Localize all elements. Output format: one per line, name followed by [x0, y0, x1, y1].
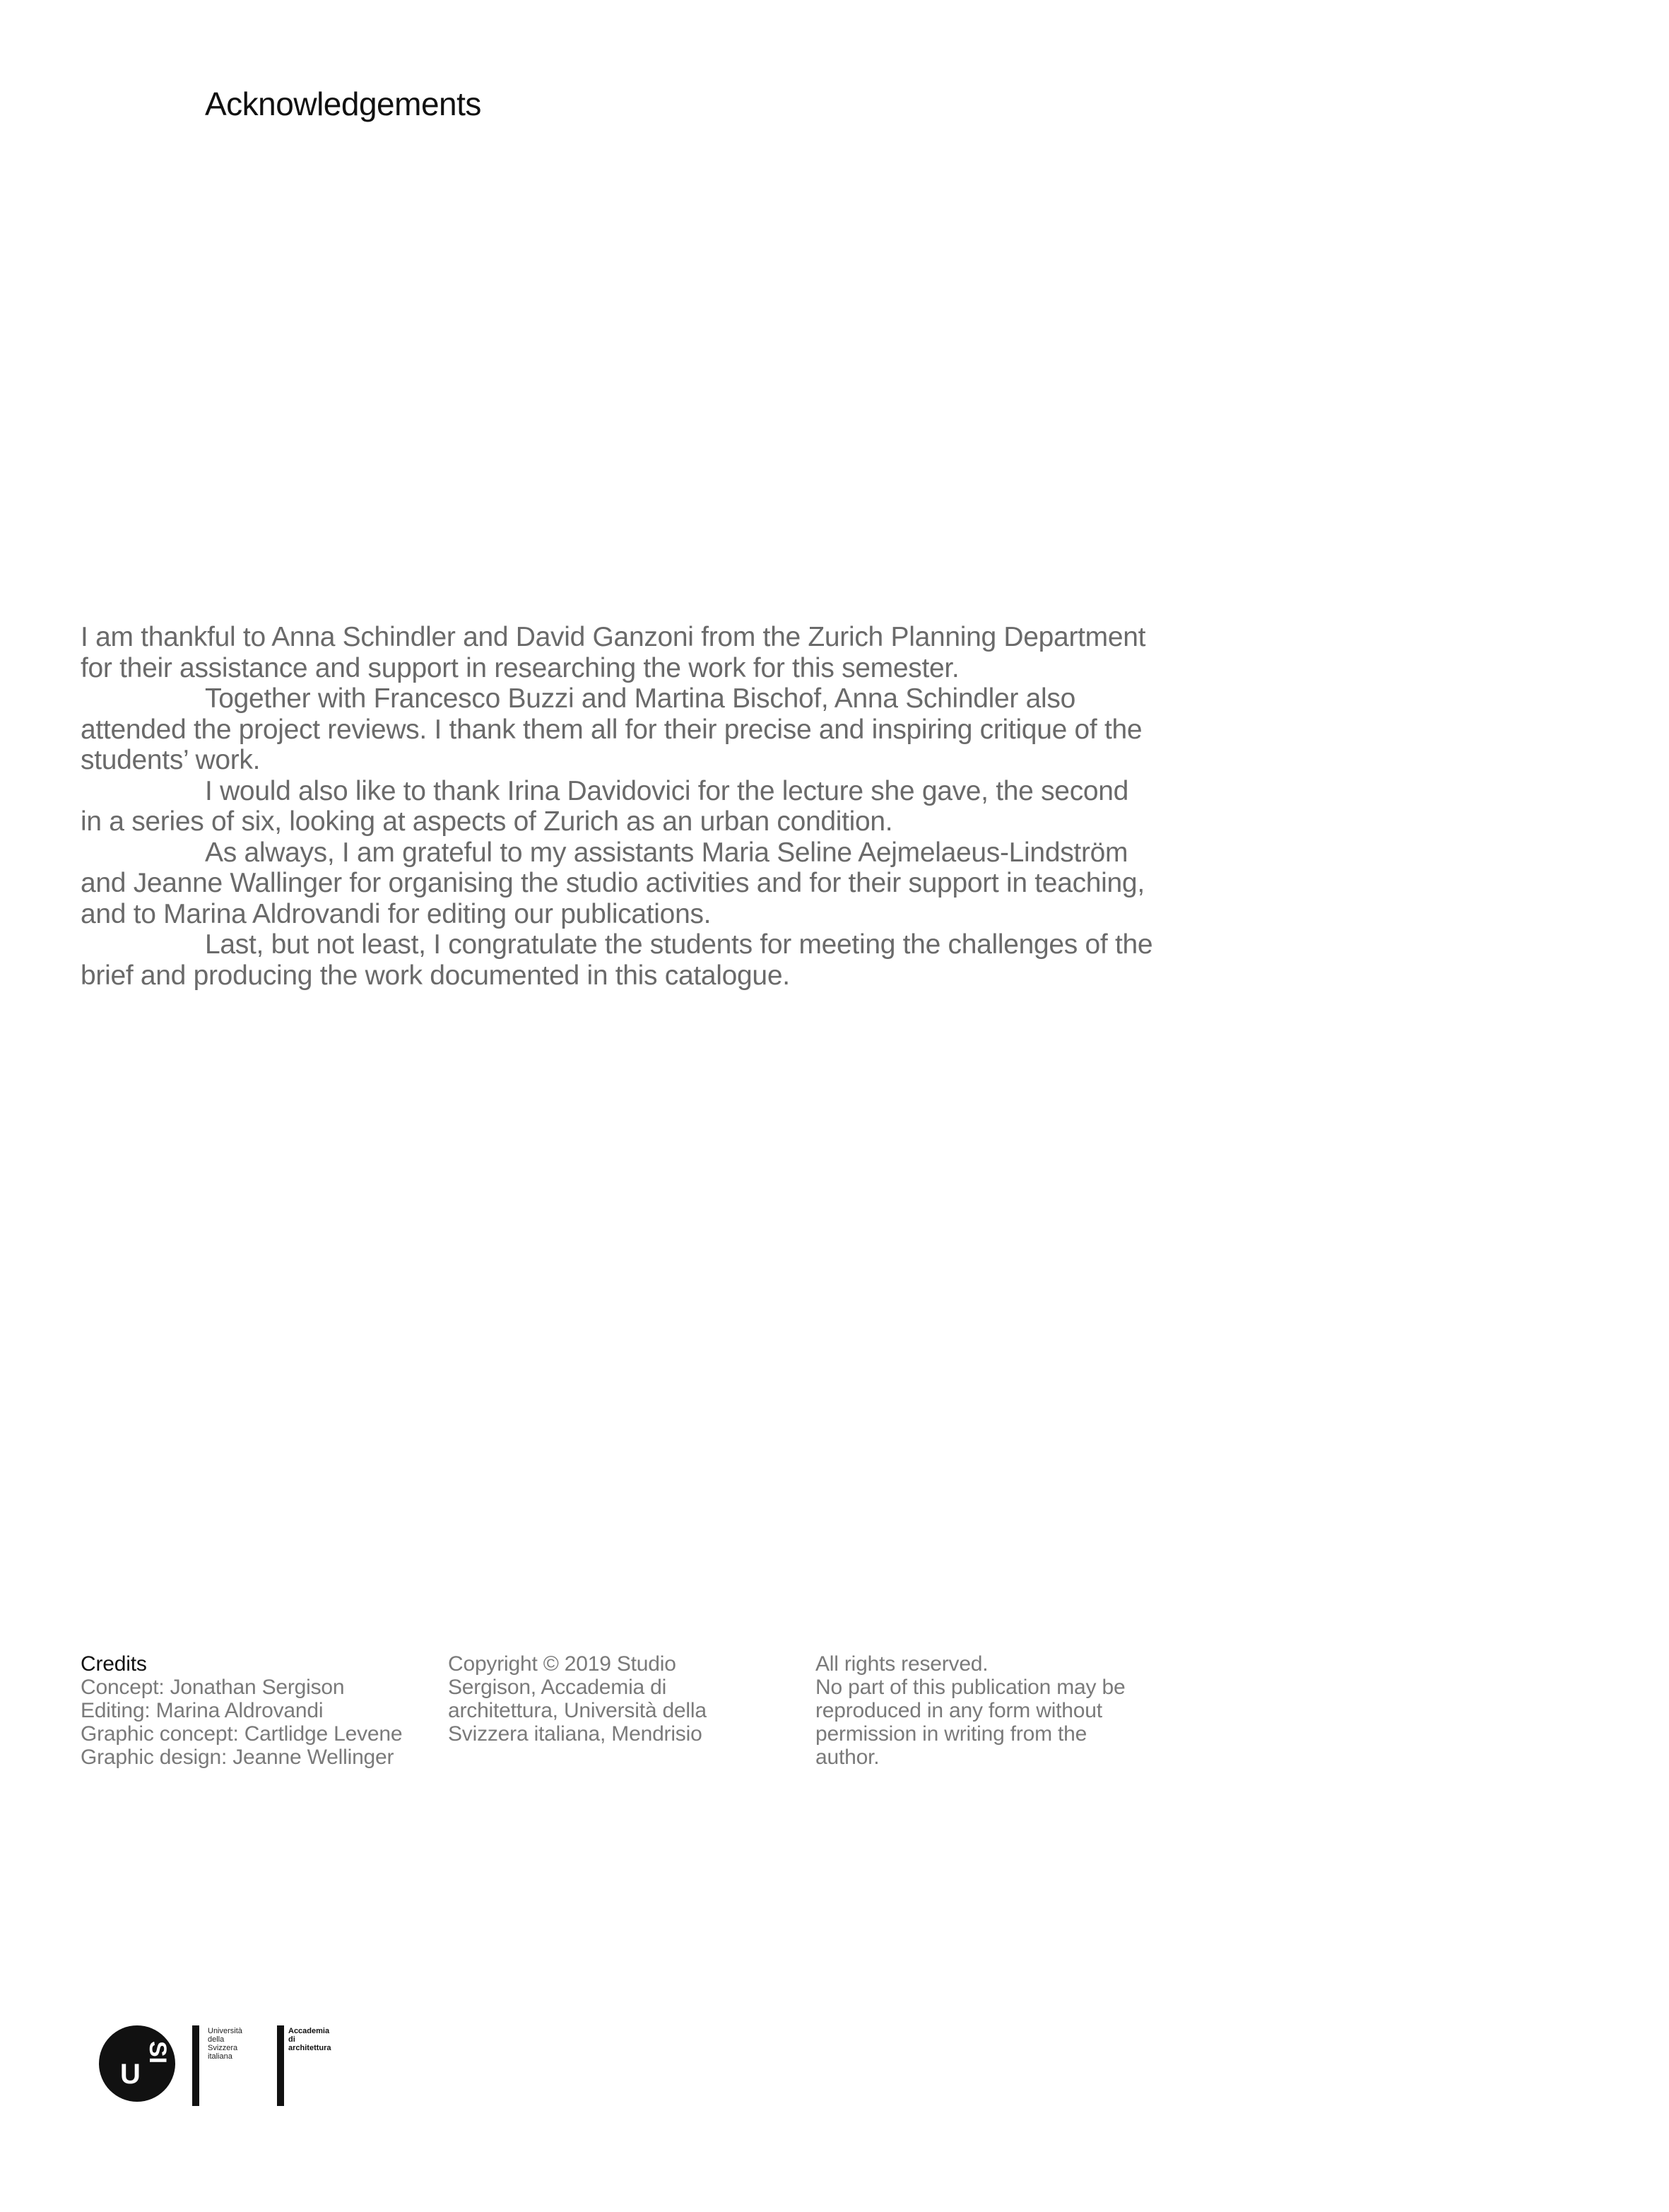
rights-line: All rights reserved.	[815, 1652, 989, 1676]
rights-column	[815, 1652, 1169, 1769]
svg-text:U: U	[120, 2059, 141, 2090]
usi-logo	[99, 2025, 175, 2102]
copyright-line: architettura, Università della	[448, 1699, 707, 1722]
paragraph: I would also like to thank Irina Davidovici for the lecture she gave, the second in a series of six, looking at aspects of Zurich as an urban condition.	[81, 775, 1129, 837]
rights-line: No part of this publication may be	[815, 1676, 1126, 1699]
paragraph: As always, I am grateful to my assistants Maria Seline Aejmelaeus-Lindström and Jeanne Wallinger for organising the studio activities and for their support in teaching, and to Marina Aldrovandi for editing our publications.	[81, 837, 1145, 929]
svg-text:SI: SI	[144, 2041, 171, 2064]
copyright-column	[448, 1652, 801, 1746]
credits-heading: Credits	[81, 1652, 147, 1676]
acknowledgements-body	[81, 622, 1155, 991]
paragraph: Last, but not least, I congratulate the students for meeting the challenges of the brief and producing the work documented in this catalogue.	[81, 929, 1153, 991]
paragraph: I am thankful to Anna Schindler and David Ganzoni from the Zurich Planning Department for their assistance and support in researching the work for this semester.	[81, 622, 1146, 683]
credit-line: Graphic design: Jeanne Wellinger	[81, 1746, 394, 1769]
rights-line: permission in writing from the	[815, 1722, 1087, 1746]
rights-line: reproduced in any form without	[815, 1699, 1102, 1722]
paragraph: Together with Francesco Buzzi and Martina Bischof, Anna Schindler also attended the project reviews. I thank them all for their precise and inspiring critique of the students’ work.	[81, 683, 1143, 775]
credits-column	[81, 1652, 434, 1769]
usi-name: Università della Svizzera italiana	[208, 2027, 242, 2061]
academy-name: Accademia di architettura	[288, 2027, 331, 2052]
logo-divider	[192, 2025, 199, 2106]
credit-line: Graphic concept: Cartlidge Levene	[81, 1722, 403, 1746]
copyright-line: Copyright © 2019 Studio	[448, 1652, 676, 1676]
copyright-line: Sergison, Accademia di	[448, 1676, 667, 1699]
rights-line: author.	[815, 1746, 880, 1769]
credit-line: Concept: Jonathan Sergison	[81, 1676, 345, 1699]
copyright-line: Svizzera italiana, Mendrisio	[448, 1722, 702, 1746]
credit-line: Editing: Marina Aldrovandi	[81, 1699, 324, 1722]
page-title: Acknowledgements	[205, 86, 481, 122]
logo-divider	[277, 2025, 284, 2106]
